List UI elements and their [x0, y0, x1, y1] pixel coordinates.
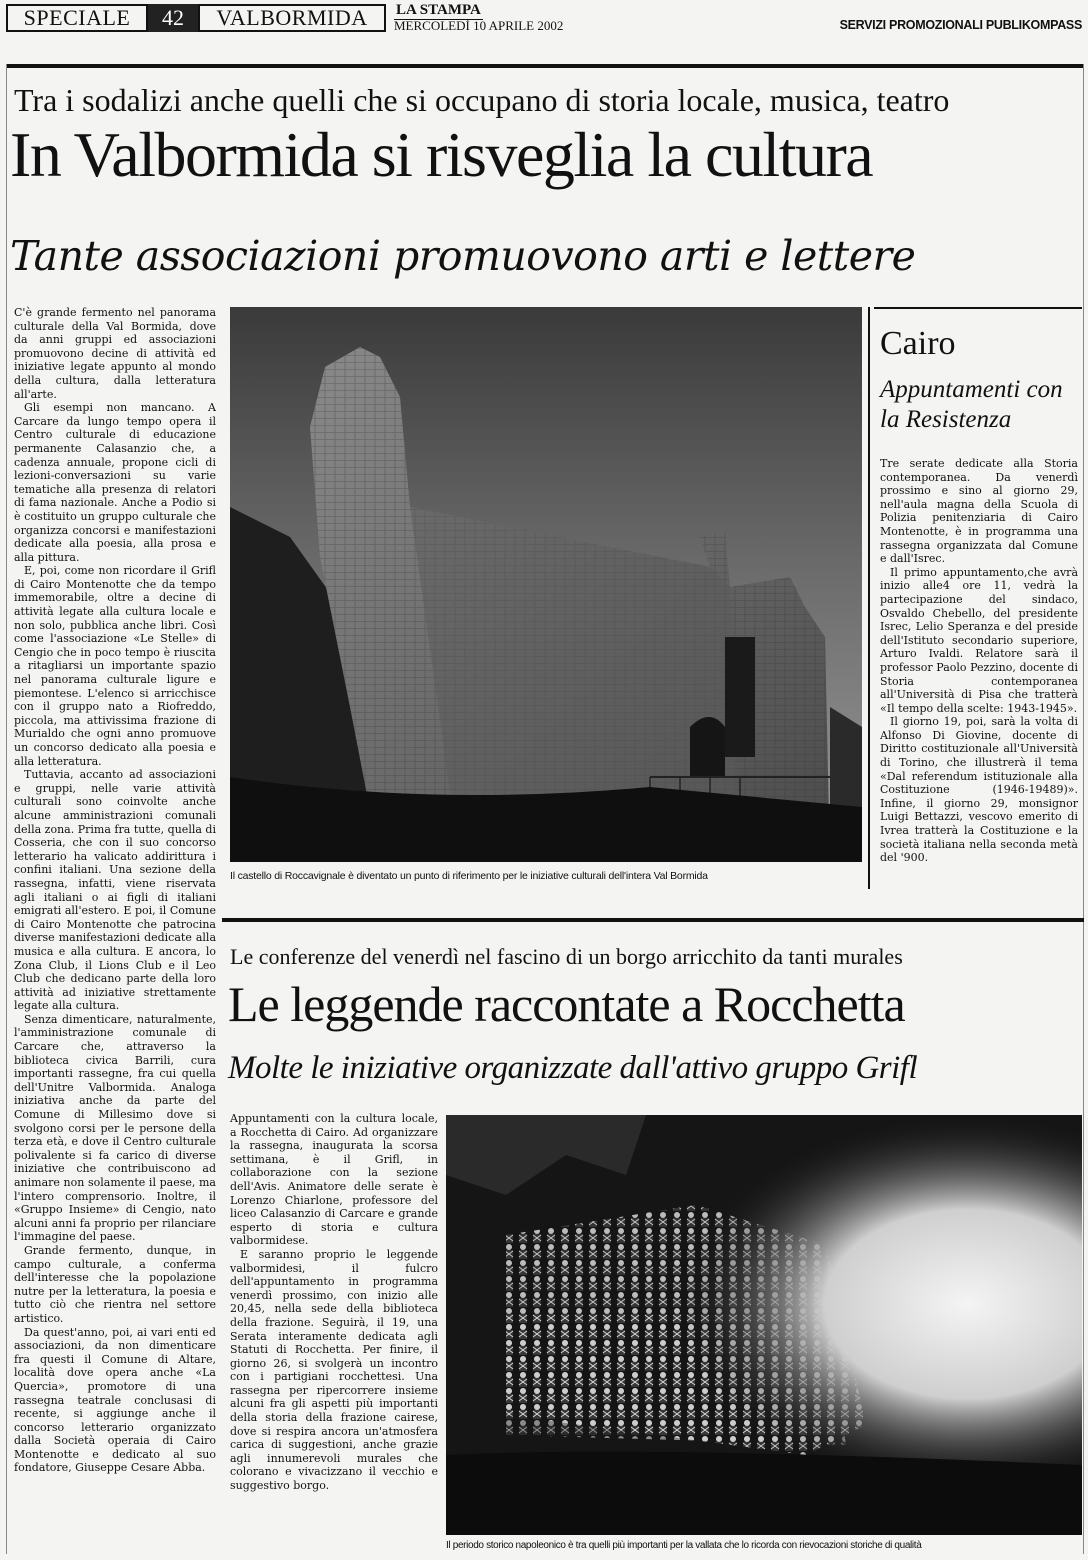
paragraph: Da quest'anno, poi, ai vari enti ed associazioni, da non dimenticare fra questi il Comune di Altare, località dove opera anche «La Quercia», promotore di una rassegna teatrale conclusasi di recente, si aggiunge anche il concorso letterario organizzato dalla Società operaia di Cairo Montenotte e dedicato al suo fondatore, Giuseppe Cesare Abba. — [14, 1325, 216, 1475]
frame-left — [6, 64, 7, 1554]
reenactment-photo — [446, 1115, 1082, 1535]
paragraph: C'è grande fermento nel panorama culturale della Val Bormida, dove da anni gruppi ed associazioni promuovono decine di attività ed iniziative legate appunto al mondo della cultura, dalla letteratura all'arte. — [14, 306, 216, 401]
paragraph: Tre serate dedicate alla Storia contemporanea. Da venerdì prossimo e sino al giorno 29, nell'aula magna della Scuola di Polizia penitenziaria di Cairo Montenotte, è in programma una rassegna organizzata dal Comune e dall'Isrec. — [880, 457, 1078, 566]
sidebar-subtitle: Appuntamenti con la Resistenza — [880, 376, 1063, 433]
sidebar-title: Cairo — [880, 325, 956, 362]
paragraph: E, poi, come non ricordare il Grifl di Cairo Montenotte che da tempo immemorabile, oltre a decine di attività legate alla cultura locale e non solo, pubblica anche libri. Così come l'associazione «Le Stelle» di Cengio che in poco tempo è riuscita a ritagliarsi un importante spazio nel panorama culturale ligure e piemontese. L'elenco si arricchisce con il gruppo nato a Riofreddo, piccola, ma attivissima frazione di Murialdo che ogni anno promuove un concorso dedicato alla poesia e alla letteratura. — [14, 564, 216, 768]
page-header — [6, 4, 1084, 34]
section-label: SPECIALE — [6, 4, 148, 32]
page-number: 42 — [148, 4, 198, 32]
paragraph: Grande fermento, dunque, in campo culturale, a conferma dell'interesse che la popolazione nutre per la letteratura, la poesia e tutto ciò che rientra nel settore artistico. — [14, 1243, 216, 1325]
cairo-sidebar — [868, 307, 1082, 889]
paragraph: Senza dimenticare, naturalmente, l'amministrazione comunale di Carcare che, attraverso la biblioteca civica Barrili, cura importanti rassegne, fra cui quella dell'Unitre Valbormida. Analoga iniziativa anche da parte del Comune di Millesimo dove si svolgono corsi per le persone della terza età, e dove il Centro culturale polivalente si fa carico di diverse iniziative che contribuiscono ad animare non solamente il paese, ma l'intero comprensorio. Inoltre, il «Gruppo Insieme» di Cengio, nato alcuni anni fa proprio per rilanciare l'immagine del paese. — [14, 1012, 216, 1244]
sidebar-body — [880, 457, 1078, 887]
paragraph: Il giorno 19, poi, sarà la volta di Alfonso Di Giovine, docente di Diritto costituzionale all'Università di Torino, che illustrerà il tema «Dal referendum istituzionale alla Costituzione (1946-19489)». Infine, il giorno 29, monsignor Luigi Bettazzi, vescovo emerito di Ivrea tratterà la Costituzione e la società italiana nella seconda metà del '900. — [880, 715, 1078, 865]
promo-label: SERVIZI PROMOZIONALI PUBLIKOMPASS — [839, 18, 1082, 32]
main-kicker: Tra i sodalizi anche quelli che si occupano di storia locale, musica, teatro — [14, 82, 950, 118]
top-rule — [6, 64, 1084, 68]
reenactment-photo-caption: Il periodo storico napoleonico è tra quelli più importanti per la vallata che lo ricorda con rievocazioni storiche di qualità — [446, 1540, 922, 1551]
paragraph: Gli esempi non mancano. A Carcare da lungo tempo opera il Centro culturale di educazione permanente Calasanzio che, a cadenza annuale, propone cicli di lezioni-conversazioni su varie tematiche alla presenza di relatori di fama nazionale. Anche a Podio si è costituito un gruppo culturale che organizza concorsi e manifestazioni dedicate alla poesia, alla prosa e alla pittura. — [14, 401, 216, 564]
main-article-body — [14, 306, 216, 1554]
rocchetta-kicker: Le conferenze del venerdì nel fascino di un borgo arricchito da tanti murales — [230, 944, 903, 969]
issue-date: MERCOLEDÌ 10 APRILE 2002 — [394, 18, 564, 33]
main-headline: In Valbormida si risveglia la cultura — [10, 119, 873, 190]
paragraph: Tuttavia, accanto ad associazioni e gruppi, nelle varie attività culturali sono coinvolte anche alcune amministrazioni comunali della zona. Prima fra tutte, quella di Cosseria, che con il suo concorso letterario ha valicato addirittura i confini italiani. Una sezione della rassegna, infatti, viene riservata agli italiani o ai figli di italiani emigrati all'estero. E poi, il Comune di Cairo Montenotte che patrocina diverse manifestazioni dedicate alla musica e alla cultura. E ancora, lo Zona Club, il Lions Club e il Leo Club che dedicano parte della loro attività ad iniziative strettamente legate alla cultura. — [14, 768, 216, 1013]
newspaper-name: LA STAMPA — [396, 2, 481, 18]
castle-photo — [230, 307, 862, 862]
rocchetta-article-body — [230, 1112, 438, 1556]
paragraph: Il primo appuntamento,che avrà inizio alle4 ore 11, vedrà la partecipazione del sindaco, Osvaldo Chebello, del presidente Isrec, Lelio Speranza e del preside dell'Istituto secondario superiore, Arturo Ivaldi. Relatore sarà il professor Paolo Pezzino, docente di Storia contemporanea all'Università di Pisa che tratterà «Il tempo della scelte: 1943-1945». — [880, 565, 1078, 715]
rocchetta-deck: Molte le iniziative organizzate dall'attivo gruppo Grifl — [228, 1050, 918, 1086]
castle-photo-illustration — [230, 307, 862, 862]
castle-photo-caption: Il castello di Roccavignale è diventato un punto di riferimento per le iniziative culturali dell'intera Val Bormida — [230, 870, 708, 882]
reenactment-photo-illustration — [446, 1115, 1082, 1535]
paragraph: E saranno proprio le leggende valbormidesi, il fulcro dell'appuntamento in programma venerdì prossimo, con inizio alle 20,45, nella sede della biblioteca della frazione. Seguirà, il 19, una Serata interamente dedicata agli Statuti di Rocchetta. Per finire, il giorno 26, si svolgerà un incontro con i partigiani rocchettesi. Una rassegna per ripercorrere insieme alcuni fra gli aspetti più importanti della storia della frazione cairese, dove si respira ancora un'atmosfera carica di suggestioni, anche grazie agli innumerevoli murales che colorano e vivacizzano il vecchio e suggestivo borgo. — [230, 1247, 438, 1493]
paragraph: Appuntamenti con la cultura locale, a Rocchetta di Cairo. Ad organizzare la rassegna, inaugurata la scorsa settimana, è il Grifl, in collaborazione con la sezione dell'Avis. Animatore delle serate è Lorenzo Chiarlone, professore del liceo Calasanzio di Carcare e grande esperto di storia e cultura valbormidese. — [230, 1112, 438, 1248]
rocchetta-headline: Le leggende raccontate a Rocchetta — [228, 976, 905, 1032]
main-deck: Tante associazioni promuovono arti e lettere — [10, 232, 916, 280]
section-name: VALBORMIDA — [198, 4, 386, 32]
section-rule — [222, 918, 1084, 922]
frame-right — [1083, 64, 1084, 1554]
sidebar-rule — [874, 307, 1082, 309]
